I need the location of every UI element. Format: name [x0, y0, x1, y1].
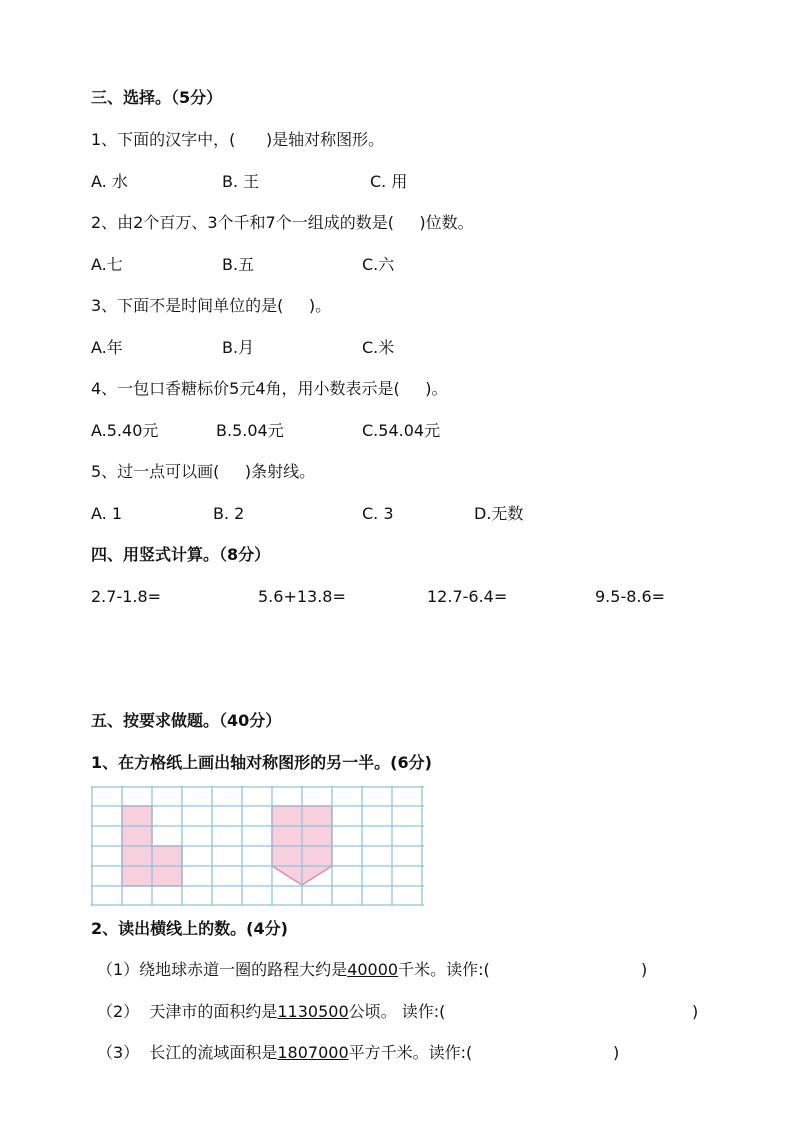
- read-item-3-number: 1807000: [277, 1043, 349, 1062]
- read-item-1-close: ): [641, 960, 648, 979]
- q2-option-c: C.六: [362, 255, 395, 274]
- q5-option-d: D.无数: [474, 504, 524, 523]
- question-2: 2、由2个百万、3个千和7个一组成的数是( )位数。: [91, 213, 474, 232]
- q5-option-a: A. 1: [91, 504, 123, 523]
- q5-option-c: C. 3: [362, 504, 394, 523]
- question-4: 4、一包口香糖标价5元4角，用小数表示是( )。: [91, 379, 448, 398]
- q1-option-c: C. 用: [370, 172, 408, 191]
- read-item-3-suffix: 平方千米。读作:(: [348, 1043, 473, 1062]
- read-item-2-suffix: 公顷。 读作:(: [348, 1002, 446, 1021]
- read-item-3-prefix: （3） 长江的流域面积是: [97, 1043, 278, 1062]
- question-3: 3、下面不是时间单位的是( )。: [91, 296, 332, 315]
- q1-option-b: B. 王: [222, 172, 260, 191]
- grid-paper: [91, 786, 425, 906]
- grid-lines: [91, 786, 424, 906]
- read-item-1-suffix: 千米。读作:(: [398, 960, 490, 979]
- read-item-2-prefix: （2） 天津市的面积约是: [97, 1002, 278, 1021]
- q3-option-a: A.年: [91, 338, 123, 357]
- read-item-2: [97, 1002, 445, 1022]
- q3-option-c: C.米: [362, 338, 395, 357]
- read-item-3-close: ): [613, 1043, 620, 1062]
- calc-problem-4: 9.5-8.6=: [595, 587, 666, 606]
- section-5-heading: 五、按要求做题。（40分）: [91, 711, 282, 730]
- read-item-1-prefix: （1）绕地球赤道一圈的路程大约是: [97, 960, 348, 979]
- section-5-q1: 1、在方格纸上画出轴对称图形的另一半。(6分): [91, 753, 432, 772]
- section-3-heading: 三、选择。（5分）: [91, 88, 223, 107]
- section-5-q2: 2、读出横线上的数。(4分): [91, 919, 288, 938]
- q4-option-c: C.54.04元: [362, 421, 441, 440]
- q5-option-b: B. 2: [213, 504, 245, 523]
- section-4-heading: 四、用竖式计算。（8分）: [91, 545, 271, 564]
- q1-option-a: A. 水: [91, 172, 128, 191]
- q2-option-a: A.七: [91, 255, 123, 274]
- read-item-2-close: ): [692, 1002, 699, 1021]
- calc-problem-2: 5.6+13.8=: [258, 587, 346, 606]
- calc-problem-3: 12.7-6.4=: [427, 587, 508, 606]
- q3-option-b: B.月: [222, 338, 255, 357]
- read-item-1: [97, 960, 490, 980]
- read-item-2-number: 1130500: [277, 1002, 349, 1021]
- q2-option-b: B.五: [222, 255, 255, 274]
- read-item-1-number: 40000: [347, 960, 399, 979]
- question-5: 5、过一点可以画( )条射线。: [91, 462, 316, 481]
- q4-option-a: A.5.40元: [91, 421, 159, 440]
- q4-option-b: B.5.04元: [216, 421, 284, 440]
- read-item-3: [97, 1043, 472, 1063]
- question-1: 1、下面的汉字中，( )是轴对称图形。: [91, 130, 385, 149]
- calc-problem-1: 2.7-1.8=: [91, 587, 162, 606]
